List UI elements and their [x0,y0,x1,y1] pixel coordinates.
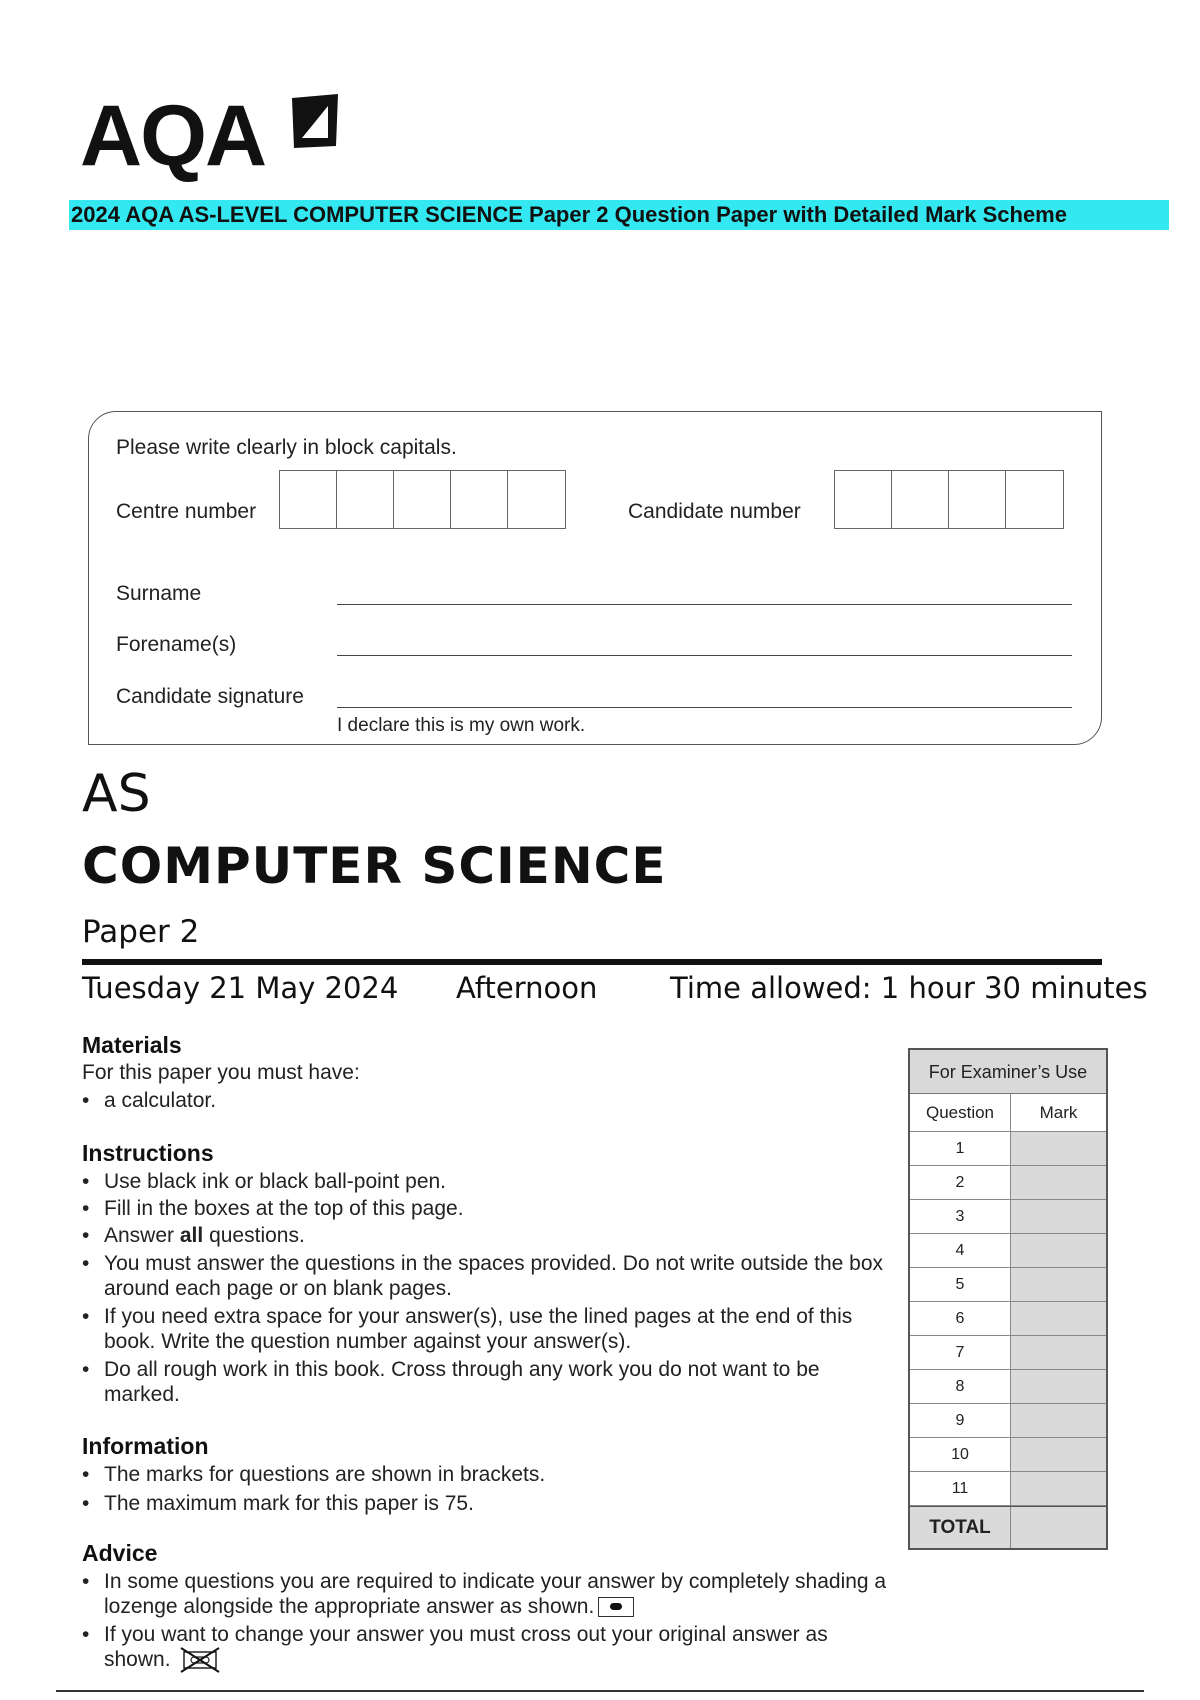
examiner-total-row [910,1506,1106,1548]
question-number-cell: 6 [910,1302,1011,1335]
question-number-cell: 11 [910,1472,1011,1505]
mark-cell [1011,1234,1106,1267]
question-number-cell: 1 [910,1132,1011,1165]
mark-column-header: Mark [1011,1094,1106,1131]
bullet: • [82,1623,90,1646]
examiner-table-row [910,1336,1106,1370]
centre-digit-box[interactable] [451,471,508,528]
instruction-text: Do all rough work in this book. Cross through any work you do not want to be marked. [104,1358,820,1406]
examiner-table-heading: For Examiner’s Use [910,1050,1106,1094]
examiner-use-table [908,1048,1108,1550]
question-number-cell: 8 [910,1370,1011,1403]
instruction-text: You must answer the questions in the spaces provided. Do not write outside the box around each page or on blank pages. [104,1252,884,1300]
bullet: • [82,1197,90,1220]
centre-number-label: Centre number [116,500,257,523]
answer-all-emphasis: all [179,1224,204,1247]
candidate-digit-box[interactable] [1006,471,1063,528]
advice-text [104,1622,894,1673]
title-divider [82,959,1102,965]
candidate-details-box [88,411,1102,745]
candidate-number-label: Candidate number [628,500,801,523]
examiner-table-header-row [910,1094,1106,1132]
question-column-header: Question [910,1094,1011,1131]
examiner-table-row [910,1268,1106,1302]
page-bottom-rule [56,1690,1144,1692]
document-banner: 2024 AQA AS-LEVEL COMPUTER SCIENCE Paper 2 Question Paper with Detailed Mark Scheme [69,200,1169,230]
block-capitals-instruction: Please write clearly in block capitals. [116,436,457,459]
candidate-digit-box[interactable] [835,471,892,528]
candidate-digit-box[interactable] [949,471,1006,528]
examiner-table-row [910,1370,1106,1404]
total-mark-cell [1011,1507,1106,1548]
bullet: • [82,1252,90,1275]
instruction-text [104,1223,894,1248]
declaration-text: I declare this is my own work. [337,715,586,736]
instruction-text: Fill in the boxes at the top of this page. [104,1197,464,1220]
question-number-cell: 4 [910,1234,1011,1267]
instructions-heading: Instructions [82,1140,214,1166]
answer-prefix: Answer [104,1224,175,1247]
question-number-cell: 2 [910,1166,1011,1199]
surname-label: Surname [116,582,202,605]
examiner-table-row [910,1132,1106,1166]
logo-text: AQA [80,88,266,184]
shaded-lozenge-icon [598,1597,634,1617]
question-number-cell: 10 [910,1438,1011,1471]
candidate-number-boxes[interactable] [834,470,1064,529]
exam-date: Tuesday 21 May 2024 [82,971,399,1005]
mark-cell [1011,1370,1106,1403]
signature-label: Candidate signature [116,685,304,708]
materials-intro: For this paper you must have: [82,1061,360,1084]
information-heading: Information [82,1433,209,1459]
centre-digit-box[interactable] [280,471,337,528]
advice-crossout-text: If you want to change your answer you must cross out your original answer as shown. [104,1623,828,1671]
candidate-digit-box[interactable] [892,471,949,528]
question-number-cell: 3 [910,1200,1011,1233]
centre-digit-box[interactable] [394,471,451,528]
instruction-text: Use black ink or black ball-point pen. [104,1170,447,1193]
time-allowed: Time allowed: 1 hour 30 minutes [670,971,1148,1005]
examiner-table-row [910,1472,1106,1506]
advice-text [104,1569,894,1619]
bullet: • [82,1224,90,1247]
mark-cell [1011,1166,1106,1199]
mark-cell [1011,1200,1106,1233]
bullet: • [82,1570,90,1593]
question-number-cell: 5 [910,1268,1011,1301]
mark-cell [1011,1472,1106,1505]
centre-digit-box[interactable] [508,471,565,528]
advice-heading: Advice [82,1540,158,1566]
bullet: • [82,1170,90,1193]
exam-session: Afternoon [456,971,598,1005]
information-text: The maximum mark for this paper is 75. [104,1492,474,1515]
materials-item-text: a calculator. [104,1089,217,1112]
bullet: • [82,1463,90,1486]
information-text: The marks for questions are shown in brackets. [104,1463,546,1486]
forenames-label: Forename(s) [116,633,237,656]
centre-number-boxes[interactable] [279,470,566,529]
examiner-table-row [910,1438,1106,1472]
mark-cell [1011,1302,1106,1335]
surname-line[interactable] [337,604,1072,605]
examiner-table-row [910,1302,1106,1336]
bullet: • [82,1305,90,1328]
aqa-logo [80,88,350,184]
signature-line[interactable] [337,707,1072,708]
mark-cell [1011,1336,1106,1369]
question-number-cell: 9 [910,1404,1011,1437]
examiner-table-row [910,1404,1106,1438]
total-label: TOTAL [910,1507,1011,1548]
mark-cell [1011,1268,1106,1301]
forenames-line[interactable] [337,655,1072,656]
answer-suffix: questions. [209,1224,305,1247]
centre-digit-box[interactable] [337,471,394,528]
question-number-cell: 7 [910,1336,1011,1369]
materials-heading: Materials [82,1032,182,1058]
examiner-table-row [910,1200,1106,1234]
qualification-level: AS [82,764,151,824]
instruction-text: If you need extra space for your answer(s), use the lined pages at the end of this book. Write the question number against your answer(s). [104,1305,853,1353]
examiner-table-row [910,1166,1106,1200]
subject-title: COMPUTER SCIENCE [82,837,667,895]
mark-cell [1011,1404,1106,1437]
paper-number: Paper 2 [82,914,200,950]
advice-lozenge-text: In some questions you are required to indicate your answer by completely shading a lozenge alongside the appropriate answer as shown. [104,1570,887,1618]
mark-cell [1011,1438,1106,1471]
crossed-lozenge-icon [180,1647,220,1673]
bullet: • [82,1358,90,1381]
aqa-logo-mark-icon [282,92,342,154]
mark-cell [1011,1132,1106,1165]
examiner-table-row [910,1234,1106,1268]
bullet: • [82,1089,90,1112]
bullet: • [82,1492,90,1515]
